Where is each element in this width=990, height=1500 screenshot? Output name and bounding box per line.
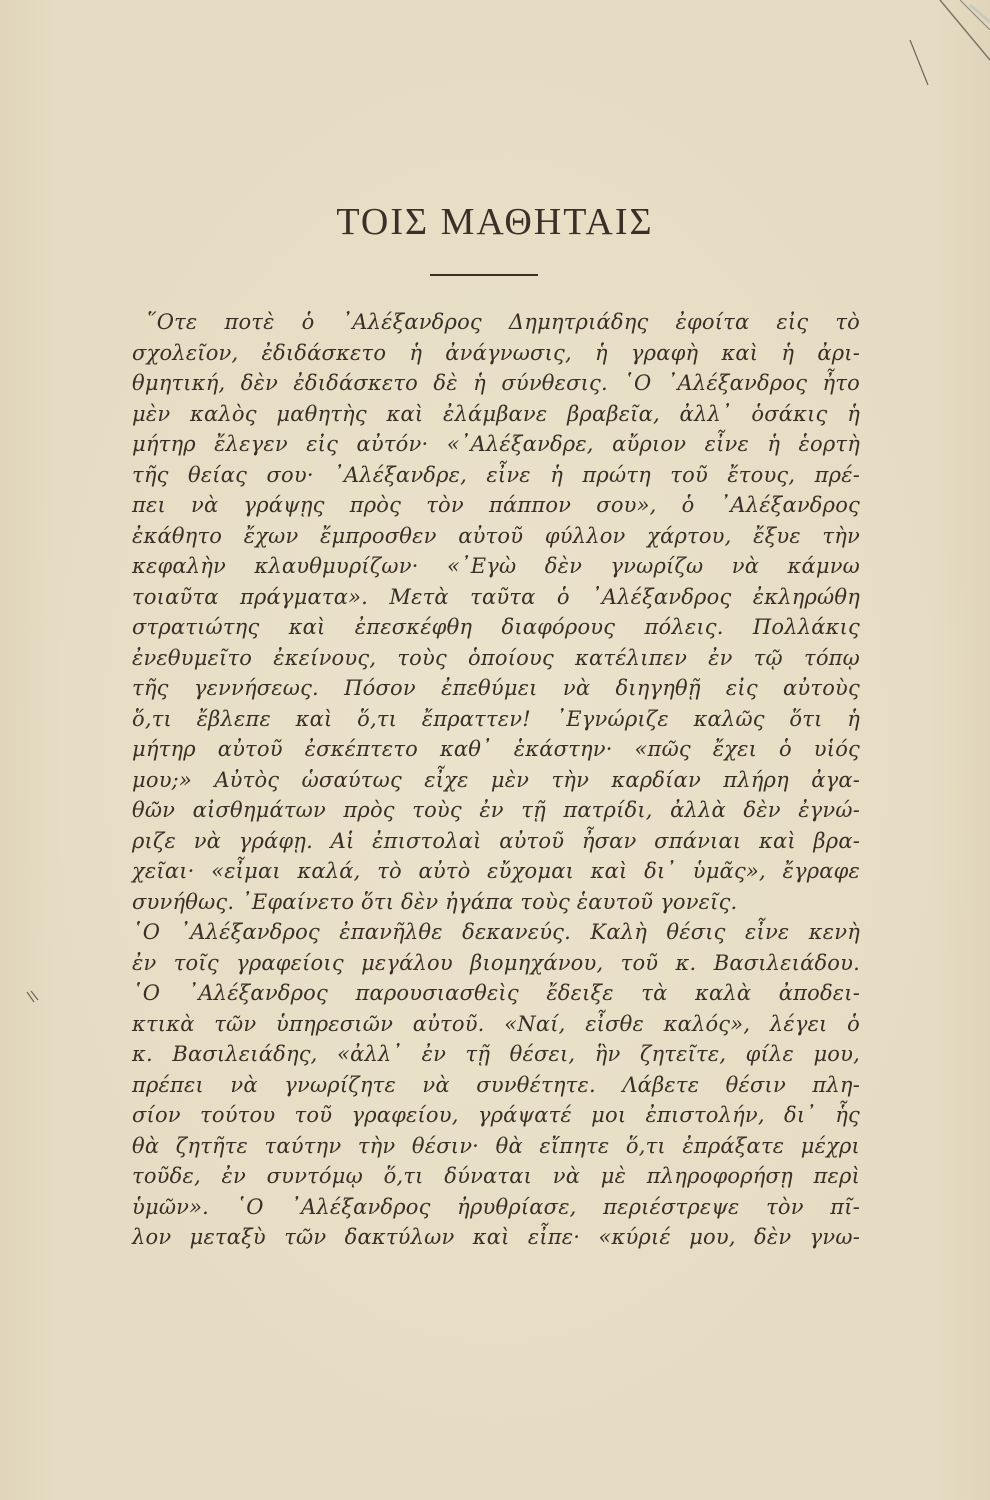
margin-pencil-mark: [24, 988, 44, 1008]
text-line: θὰ ζητῆτε ταύτην τὴν θέσιν· θὰ εἴπητε ὅ,τι ἐπράξατε μέχρι: [132, 1133, 860, 1158]
text-line: τῆς θείας σου· ᾿Αλέξανδρε, εἶνε ἡ πρώτη τοῦ ἔτους, πρέ-: [132, 462, 860, 487]
text-line: ῞Οτε ποτὲ ὁ ᾿Αλέξανδρος Δημητριάδης ἐφοίτα εἰς τὸ: [146, 310, 860, 334]
text-line: ὑμῶν». ῾Ο ᾿Αλέξανδρος ἠρυθρίασε, περιέστρεψε τὸν πῖ-: [132, 1194, 860, 1219]
body-text: [132, 307, 860, 1253]
text-line: θῶν αἰσθημάτων πρὸς τοὺς ἐν τῇ πατρίδι, ἀλλὰ δὲν ἐγνώ-: [132, 798, 860, 822]
text-line: σχολεῖον, ἐδιδάσκετο ἡ ἀνάγνωσις, ἡ γραφὴ καὶ ἡ ἀρι-: [132, 340, 860, 365]
text-line: χεῖαι· «εἶμαι καλά, τὸ αὐτὸ εὔχομαι καὶ δι᾿ ὑμᾶς», ἔγραφε: [132, 859, 860, 883]
page-corner-crease: [900, 0, 990, 110]
text-line: ἐκάθητο ἔχων ἔμπροσθεν αὐτοῦ φύλλον χάρτου, ἔξυε τὴν: [132, 523, 860, 548]
text-line: τῆς γεννήσεως. Πόσον ἐπεθύμει νὰ διηγηθῇ εἰς αὐτοὺς: [132, 676, 860, 700]
text-line: συνήθως. ᾿Εφαίνετο ὅτι δὲν ἠγάπα τοὺς ἑαυτοῦ γονεῖς.: [132, 889, 738, 914]
text-line: ἐν τοῖς γραφείοις μεγάλου βιομηχάνου, τοῦ κ. Βασιλειάδου.: [132, 950, 860, 975]
text-line: στρατιώτης καὶ ἐπεσκέφθη διαφόρους πόλεις. Πολλάκις: [132, 615, 860, 639]
text-line: κτικὰ τῶν ὑπηρεσιῶν αὐτοῦ. «Ναί, εἶσθε καλός», λέγει ὁ: [132, 1011, 860, 1036]
text-line: μὲν καλὸς μαθητὴς καὶ ἐλάμβανε βραβεῖα, ἀλλ᾿ ὁσάκις ἡ: [132, 401, 860, 426]
text-line: σίον τούτου τοῦ γραφείου, γράψατέ μοι ἐπιστολήν, δι᾿ ἧς: [132, 1103, 860, 1127]
text-line: λον μεταξὺ τῶν δακτύλων καὶ εἶπε· «κύριέ μου, δὲν γνω-: [132, 1225, 860, 1249]
title-rule: [430, 274, 538, 276]
page-title: ΤΟΙΣ ΜΑΘΗΤΑΙΣ: [336, 201, 654, 243]
text-line: θμητική, δὲν ἐδιδάσκετο δὲ ἡ σύνθεσις. ῾Ο ᾿Αλέξανδρος ἦτο: [132, 371, 860, 395]
text-line: μου;» Αὐτὸς ὡσαύτως εἶχε μὲν τὴν καρδίαν πλήρη ἀγα-: [132, 767, 860, 792]
text-line: μήτηρ αὐτοῦ ἐσκέπτετο καθ᾿ ἑκάστην· «πῶς ἔχει ὁ υἱός: [132, 737, 860, 761]
text-line: ἐνεθυμεῖτο ἐκείνους, τοὺς ὁποίους κατέλιπεν ἐν τῷ τόπῳ: [132, 645, 860, 670]
text-line: μήτηρ ἔλεγεν εἰς αὐτόν· «᾿Αλέξανδρε, αὔριον εἶνε ἡ ἑορτὴ: [132, 432, 860, 456]
text-line: τοῦδε, ἐν συντόμῳ ὅ,τι δύναται νὰ μὲ πληροφορήσῃ περὶ: [132, 1164, 860, 1188]
text-line: τοιαῦτα πράγματα». Μετὰ ταῦτα ὁ ᾿Αλέξανδρος ἐκληρώθη: [132, 584, 860, 609]
text-line: ὅ,τι ἔβλεπε καὶ ὅ,τι ἔπραττεν! ᾿Εγνώριζε καλῶς ὅτι ἡ: [132, 706, 860, 731]
text-line: κ. Βασιλειάδης, «ἀλλ᾿ ἐν τῇ θέσει, ἣν ζητεῖτε, φίλε μου,: [132, 1042, 860, 1066]
text-line: κεφαλὴν κλαυθμυρίζων· «᾿Εγὼ δὲν γνωρίζω νὰ κάμνω: [132, 554, 860, 578]
text-line: πρέπει νὰ γνωρίζητε νὰ συνθέτητε. Λάβετε θέσιν πλη-: [132, 1072, 860, 1097]
text-line: πει νὰ γράψῃς πρὸς τὸν πάππον σου», ὁ ᾿Αλέξανδρος: [132, 493, 860, 517]
text-line: ῾Ο ᾿Αλέξανδρος ἐπανῆλθε δεκανεύς. Καλὴ θέσις εἶνε κενὴ: [132, 920, 860, 944]
text-line: ριζε νὰ γράφῃ. Αἱ ἐπιστολαὶ αὐτοῦ ἦσαν σπάνιαι καὶ βρα-: [132, 828, 860, 853]
text-line: ῾Ο ᾿Αλέξανδρος παρουσιασθεὶς ἔδειξε τὰ καλὰ ἀποδει-: [132, 981, 860, 1005]
